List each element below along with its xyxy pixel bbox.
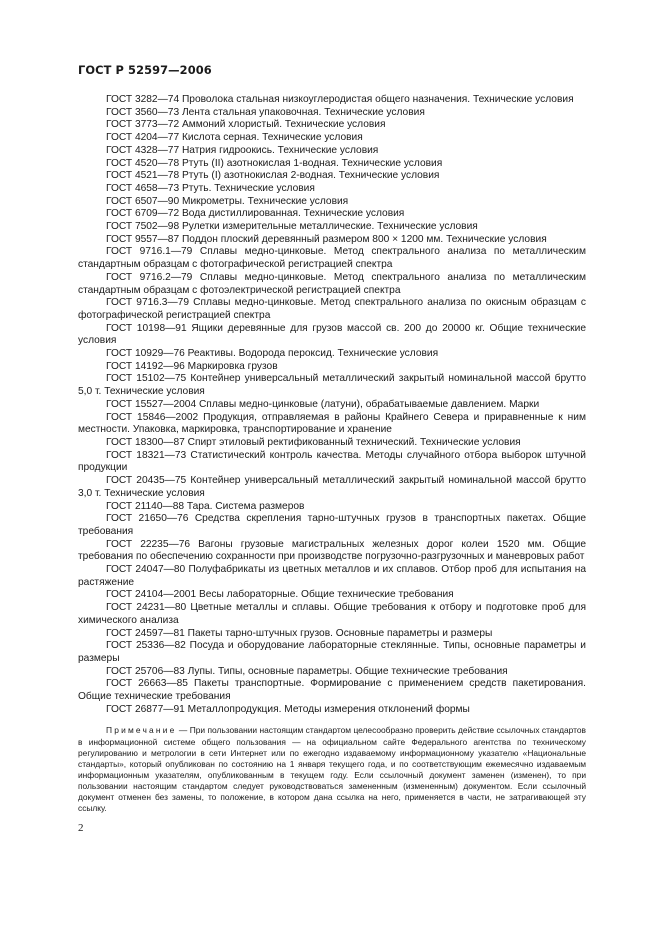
reference-entry: ГОСТ 4658—73 Ртуть. Технические условия [106,182,315,194]
reference-entry: ГОСТ 24231—80 Цветные металлы и сплавы. Общие требования к отбору и подготовке проб для химического анализа [78,602,586,626]
reference-entry: ГОСТ 6709—72 Вода дистиллированная. Технические условия [106,208,405,220]
reference-entry: ГОСТ 24597—81 Пакеты тарно-штучных грузов. Основные параметры и размеры [106,627,493,639]
reference-entry: ГОСТ 10929—76 Реактивы. Водорода пероксид. Технические условия [106,348,439,360]
reference-entry: ГОСТ 18321—73 Статистический контроль качества. Методы случайного отбора выборок штучной продукции [78,449,586,474]
reference-entry: ГОСТ 9557—87 Поддон плоский деревянный размером 800 × 1200 мм. Технические условия [106,233,547,245]
reference-entry: ГОСТ 10198—91 Ящики деревянные для грузов массой св. 200 до 20000 кг. Общие технические условия [78,322,586,347]
reference-entry: ГОСТ 9716.2—79 Сплавы медно-цинковые. Метод спектрального анализа по металлическим стандартным образцам с фотоэлектрической регистрацией спектра [78,271,586,296]
page-number: 2 [78,822,84,834]
note-text: — При пользовании настоящим стандартом целесообразно проверить действие ссылочных стандартов в информационной системе общего пользования — на официальном сайте Федерального агентства по техническому регулированию и метрологии в сети Интернет или по ежегодно издаваемому информационному указателю «Национальные стандарты», который опубликован по состоянию на 1 января текущего года, и по соответствующим ежемесячно издаваемым информационным указателям, опубликованным в текущем году. Если ссылочный документ заменен (изменен), то при пользовании настоящим стандартом следует руководствоваться замененным (измененным) документом. Если ссылочный документ отменен без замены, то положение, в котором дана ссылка на него, применяется в части, не затрагивающей эту ссылку. [78,725,587,814]
reference-entry: ГОСТ 15102—75 Контейнер универсальный металлический закрытый номинальной массой брутто 5,0 т. Технические условия [78,373,586,398]
reference-entry: ГОСТ 3560—73 Лента стальная упаковочная. Технические условия [106,106,425,118]
reference-entry: ГОСТ 25706—83 Лупы. Типы, основные параметры. Общие технические требования [106,665,508,677]
page-header: ГОСТ Р 52597—2006 [78,63,212,77]
reference-entry: ГОСТ 4520—78 Ртуть (II) азотнокислая 1-водная. Технические условия [106,157,443,169]
reference-entry: ГОСТ 21650—76 Средства скрепления тарно-штучных грузов в транспортных пакетах. Общие требования [78,513,586,537]
reference-entry: ГОСТ 9716.3—79 Сплавы медно-цинковые. Метод спектрального анализа по окисным образцам с фотографической регистрацией спектра [78,297,586,321]
reference-entry: ГОСТ 7502—98 Рулетки измерительные металлические. Технические условия [106,221,478,233]
reference-entry: ГОСТ 4204—77 Кислота серная. Технические условия [106,132,363,144]
document-body [78,94,586,823]
reference-entry: ГОСТ 14192—96 Маркировка грузов [106,360,278,372]
reference-entry: ГОСТ 24047—80 Полуфабрикаты из цветных металлов и их сплавов. Отбор проб для испытания на растяжение [78,564,586,588]
reference-entry: ГОСТ 20435—75 Контейнер универсальный металлический закрытый номинальной массой брутто 3,0 т. Технические условия [78,475,586,499]
reference-entry: ГОСТ 3282—74 Проволока стальная низкоуглеродистая общего назначения. Технические условия [106,94,574,105]
reference-entry: ГОСТ 22235—76 Вагоны грузовые магистральных железных дорог колеи 1520 мм. Общие требования по обеспечению сохранности при производстве погрузочно-разгрузочных и маневровых работ [78,538,586,563]
reference-entry: ГОСТ 21140—88 Тара. Система размеров [106,500,305,512]
reference-entry: ГОСТ 15846—2002 Продукция, отправляемая в районы Крайнего Севера и приравненные к ним местности. Упаковка, маркировка, транспортирование и хранение [78,411,586,436]
reference-entry: ГОСТ 24104—2001 Весы лабораторные. Общие технические требования [106,589,454,601]
normative-references-list [78,94,586,716]
reference-entry: ГОСТ 6507—90 Микрометры. Технические условия [106,195,349,207]
reference-entry: ГОСТ 9716.1—79 Сплавы медно-цинковые. Метод спектрального анализа по металлическим стандартным образцам с фотографической регистрацией спектра [78,246,586,271]
reference-entry: ГОСТ 15527—2004 Сплавы медно-цинковые (латуни), обрабатываемые давлением. Марки [106,398,540,410]
reference-entry: ГОСТ 26877—91 Металлопродукция. Методы измерения отклонений формы [106,703,470,715]
reference-entry: ГОСТ 25336—82 Посуда и оборудование лабораторные стеклянные. Типы, основные параметры и размеры [78,640,586,664]
reference-entry: ГОСТ 4328—77 Натрия гидроокись. Технические условия [106,144,379,156]
reference-entry: ГОСТ 3773—72 Аммоний хлористый. Технические условия [106,119,386,131]
reference-entry: ГОСТ 18300—87 Спирт этиловый ректификованный технический. Технические условия [106,436,521,448]
reference-entry: ГОСТ 26663—85 Пакеты транспортные. Формирование с применением средств пакетирования. Общие технические требования [78,678,586,703]
note-paragraph [78,725,586,814]
reference-entry: ГОСТ 4521—78 Ртуть (I) азотнокислая 2-водная. Технические условия [106,170,440,182]
note-label: Примечание [106,725,177,736]
